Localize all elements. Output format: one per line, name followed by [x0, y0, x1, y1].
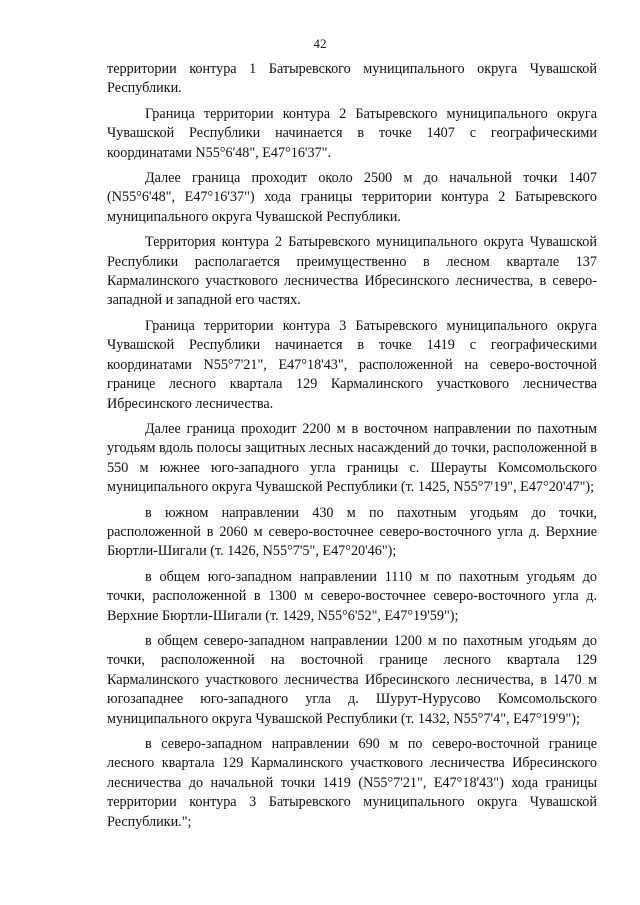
- paragraph: Граница территории контура 3 Батыревского муниципального округа Чувашской Республики начинается в точке 1419 с географическими координатами N55°7'21", E47°18'43", расположенной на северо-восточной границе лесного квартала 129 Кармалинского участкового лесничества Ибресинского лесничества.: [107, 317, 597, 412]
- paragraph: в северо-западном направлении 690 м по северо-восточной границе лесного квартала 129 Кармалинского участкового лесничества Ибресинского лесничества до начальной точки 1419 (N55°7'21", E47°18'43") хода границы территории контура 3 Батыревского муниципального округа Чувашской Республики.";: [107, 736, 597, 830]
- paragraph: Территория контура 2 Батыревского муниципального округа Чувашской Республики располагается преимущественно в лесном квартале 137 Кармалинского участкового лесничества Ибресинского лесничества, в северо-западной и западной его частях.: [107, 234, 597, 309]
- paragraph: в южном направлении 430 м по пахотным угодьям до точки, расположенной в 2060 м северо-восточнее северо-восточного угла д. Верхние Бюртли-Шигали (т. 1426, N55°7'5", E47°20'46");: [107, 504, 597, 560]
- paragraph: в общем юго-западном направлении 1110 м по пахотным угодьям до точки, расположенной в 1300 м северо-восточнее северо-восточного угла д. Верхние Бюртли-Шигали (т. 1429, N55°6'52", E47°19'59");: [107, 568, 597, 624]
- paragraph: территории контура 1 Батыревского муниципального округа Чувашской Республики.: [107, 61, 597, 97]
- paragraph: Далее граница проходит 2200 м в восточном направлении по пахотным угодьям вдоль полосы защитных лесных насаждений до точки, расположенной в 550 м южнее юго-западного угла границы с. Шерауты Комсомольского муниципального округа Чувашской Республики (т. 1425, N55°7'19", E47°20'47");: [107, 420, 597, 496]
- paragraph: Граница территории контура 2 Батыревского муниципального округа Чувашской Республики начинается в точке 1407 с географическими координатами N55°6'48", E47°16'37".: [107, 105, 597, 161]
- paragraph: в общем северо-западном направлении 1200 м по пахотным угодьям до точки, расположенной на восточной границе лесного квартала 129 Кармалинского участкового лесничества Ибресинского лесничества, в 1470 м югозападнее юго-западного угла д. Шурут-Нурусово Комсомольского муниципального округа Чувашской Республики (т. 1432, N55°7'4", E47°19'9");: [107, 632, 597, 727]
- paragraph: Далее граница проходит около 2500 м до начальной точки 1407 (N55°6'48", E47°16'37") хода границы территории контура 2 Батыревского муниципального округа Чувашской Республики.: [107, 170, 597, 225]
- document-body: [107, 60, 597, 838]
- page-number: 42: [313, 36, 327, 51]
